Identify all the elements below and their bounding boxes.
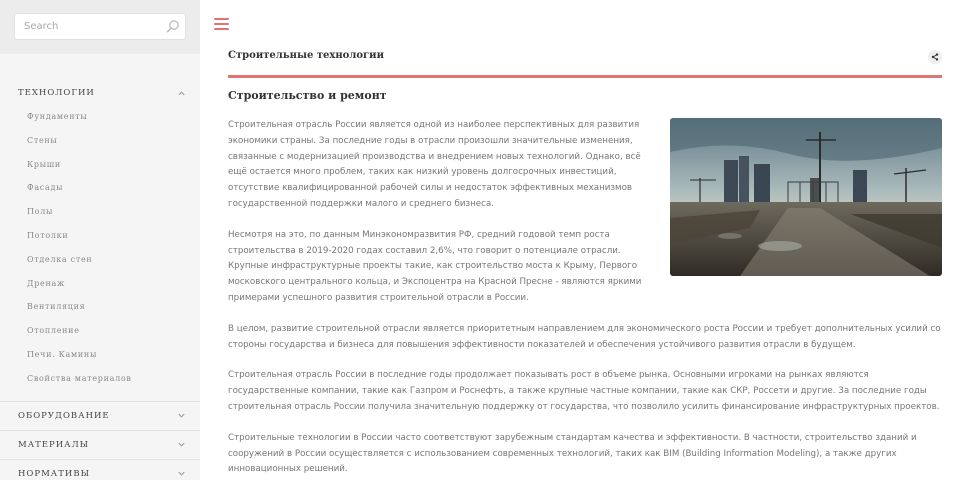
- article-paragraph: В целом, развитие строительной отрасли является приоритетным направлением для экономического роста России и требует дополнительных усилий со стороны государства и бизнеса для повышения эффективности показателей и обеспечения устойчивого развития отрасли в будущем.: [228, 323, 941, 350]
- sidebar-item-roofs[interactable]: Крыши: [27, 159, 61, 169]
- sidebar-item-stoves[interactable]: Печи. Камины: [27, 349, 98, 359]
- chevron-down-icon: [177, 440, 186, 449]
- chevron-down-icon: [177, 411, 186, 420]
- sidebar-item-foundations[interactable]: Фундаменты: [27, 112, 88, 121]
- article-paragraph: Строительная отрасль России в последние годы продолжает показывать рост в объеме рынка. Основными игроками на рынках являются государственные компании, такие как Газпром и Роснефть, а также крупные частные компании, такие как СКР, Россети и другие. За последние годы строительная отрасль России получила значительную поддержку от государства, что позволило усилить финансирование инфраструктурных проектов.: [228, 370, 940, 412]
- nav-section-header[interactable]: [0, 402, 200, 430]
- page-header: [228, 44, 942, 78]
- sidebar-item-heating[interactable]: Отопление: [27, 326, 80, 336]
- sidebar: [0, 0, 200, 480]
- nav-section-regulations: [0, 460, 200, 480]
- sidebar-item-ceilings[interactable]: Потолки: [27, 230, 69, 240]
- page-title: Строительные технологии: [228, 50, 385, 61]
- nav-items: [0, 103, 200, 401]
- search-icon[interactable]: [166, 19, 180, 33]
- sidebar-item-floors[interactable]: Полы: [27, 207, 54, 217]
- hamburger-menu-icon[interactable]: [214, 18, 229, 32]
- nav-section-technologies: [0, 83, 200, 401]
- article: [228, 88, 942, 480]
- share-icon: [931, 53, 939, 61]
- nav-section-label: ОБОРУДОВАНИЕ: [18, 410, 110, 421]
- chevron-up-icon: [177, 89, 186, 98]
- article-paragraph: Несмотря на это, по данным Минэкономразвития РФ, средний годовой темп роста строительства в 2019-2020 годах составил 2,6%, что говорит о потенциале отрасли. Крупные инфраструктурные проекты такие, как строительство моста к Крыму, Первого московского центрального кольца, и Экспоцентра на Красной Пресне - являются яркими примерами успешного развития строительной отрасли в России.: [228, 229, 642, 303]
- sidebar-item-facades[interactable]: Фасады: [27, 183, 64, 193]
- nav-section-label: ТЕХНОЛОГИИ: [18, 88, 95, 98]
- nav-section-header[interactable]: [0, 460, 200, 480]
- sidebar-item-walls[interactable]: Стены: [27, 135, 58, 145]
- nav-section-header[interactable]: [0, 83, 200, 103]
- main-content: [200, 0, 960, 480]
- sidebar-item-drainage[interactable]: Дренаж: [27, 278, 66, 288]
- search-bar: [0, 0, 200, 54]
- sidebar-item-wall-finishing[interactable]: Отделка стен: [27, 254, 93, 264]
- nav-section-label: НОРМАТИВЫ: [18, 468, 90, 479]
- chevron-down-icon: [177, 469, 186, 478]
- share-button[interactable]: [928, 50, 942, 64]
- search-box: [14, 13, 186, 40]
- nav-section-label: МАТЕРИАЛЫ: [18, 439, 90, 450]
- search-input[interactable]: [15, 14, 155, 39]
- article-paragraph: Строительная отрасль России является одной из наиболее перспективных для развития экономики страны. За последние годы в отрасли произошли значительные изменения, связанные с модернизацией производства и внедрением новых технологий. Однако, всё ещё остается много проблем, таких как низкий уровень долгосрочных инвестиций, отсутствие квалифицированной рабочей силы и недостаток эффективных механизмов государственной поддержки малого и среднего бизнеса.: [228, 120, 641, 209]
- construction-site-photo: [670, 118, 942, 276]
- sidebar-nav: [0, 54, 200, 480]
- article-paragraph: Строительные технологии в России часто соответствуют зарубежным стандартам качества и эффективности. В частности, строительство зданий и сооружений в России осуществляется с использованием современных технологий, таких как BIM (Building Information Modeling), а также других инновационных решений.: [228, 432, 917, 475]
- sidebar-item-ventilation[interactable]: Вентиляция: [27, 302, 86, 312]
- sidebar-item-materials-properties[interactable]: Свойства материалов: [27, 373, 132, 383]
- nav-section-equipment: [0, 402, 200, 430]
- nav-section-header[interactable]: [0, 431, 200, 459]
- nav-section-materials: [0, 431, 200, 459]
- article-title: Строительство и ремонт: [228, 89, 387, 102]
